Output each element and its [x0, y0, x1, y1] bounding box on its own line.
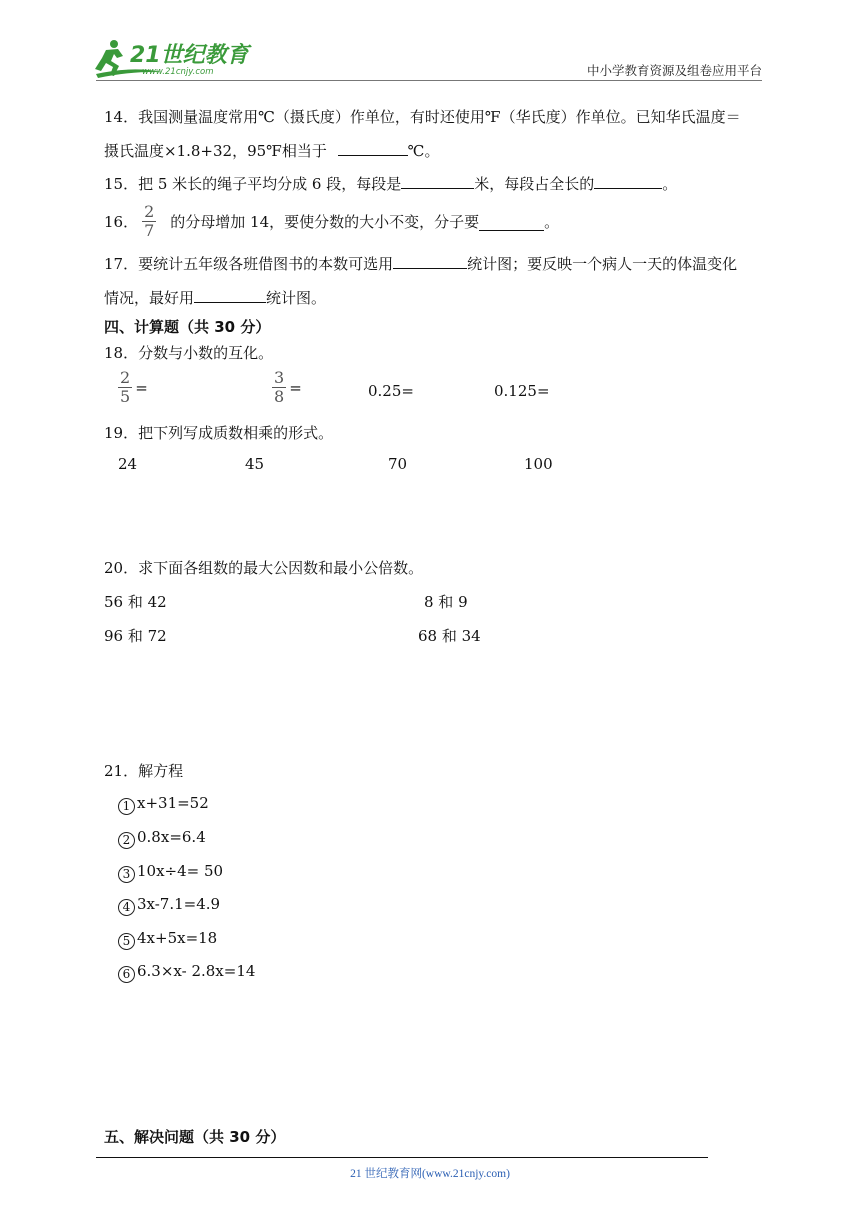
q17-line2	[104, 287, 326, 308]
q16-fraction	[142, 201, 156, 240]
q18-fraction-1	[118, 370, 132, 405]
q15-line	[104, 173, 677, 194]
q18-fraction-2	[272, 370, 286, 405]
q19-number: 70	[388, 455, 408, 473]
q14-line1: 14．我国测量温度常用℃（摄氏度）作单位，有时还使用℉（华氏度）作单位。已知华氏温度＝	[104, 108, 741, 126]
q19-number: 45	[245, 455, 265, 473]
q21-equation	[118, 929, 217, 950]
equation-text: 4x+5x=18	[137, 929, 218, 947]
q14-text-b: ℃。	[407, 142, 440, 160]
equation-text: 10x÷4= 50	[137, 862, 224, 880]
q20-title: 20．求下面各组数的最大公因数和最小公倍数。	[104, 559, 424, 577]
q21-equation	[118, 828, 206, 849]
circled-number: 3	[118, 866, 135, 883]
fraction-denominator: 8	[274, 387, 285, 406]
q21-title: 21．解方程	[104, 762, 184, 780]
q21-equation	[118, 962, 255, 983]
logo-url: www.21cnjy.com	[142, 67, 214, 77]
equals-sign: =	[135, 378, 148, 397]
fraction-numerator: 2	[144, 201, 155, 221]
equals-sign: =	[289, 378, 302, 397]
q15-blank-1[interactable]	[401, 174, 474, 189]
q17-blank-1[interactable]	[393, 254, 467, 269]
equation-text: 6.3×x- 2.8x=14	[137, 962, 256, 980]
q18-decimal-1: 0.25=	[368, 382, 414, 400]
circled-number: 6	[118, 966, 135, 983]
q17-text-c: 情况，最好用	[104, 289, 195, 307]
footer-divider	[96, 1157, 708, 1158]
equation-text: 0.8x=6.4	[137, 828, 206, 846]
header-slogan: 中小学教育资源及组卷应用平台	[586, 63, 762, 78]
q15-text-a: 15．把 5 米长的绳子平均分成 6 段，每段是	[104, 175, 402, 193]
equation-text: x+31=52	[137, 794, 209, 812]
q19-number: 24	[118, 455, 138, 473]
fraction-numerator: 3	[274, 368, 285, 387]
q18-decimal-2: 0.125=	[494, 382, 550, 400]
circled-number: 1	[118, 798, 135, 815]
q17-text-d: 统计图。	[266, 289, 327, 307]
q17-blank-2[interactable]	[194, 288, 266, 303]
q14-text-a: 摄氏温度×1.8+32，95℉相当于	[104, 142, 327, 160]
q14-answer-blank[interactable]	[338, 141, 408, 156]
q19-title: 19．把下列写成质数相乘的形式。	[104, 424, 334, 442]
q15-blank-2[interactable]	[594, 174, 662, 189]
q20-pair: 56 和 42	[104, 593, 167, 611]
q17-text-a: 17．要统计五年级各班借图书的本数可选用	[104, 255, 394, 273]
circled-number: 2	[118, 832, 135, 849]
q16-text-b: 。	[544, 212, 560, 231]
q20-pair: 8 和 9	[424, 593, 468, 611]
q18-item-1	[118, 370, 148, 405]
fraction-denominator: 7	[144, 220, 155, 240]
q21-equation	[118, 794, 209, 815]
site-logo	[92, 36, 262, 80]
section5-title: 五、解决问题（共 30 分）	[104, 1128, 286, 1146]
equation-text: 3x-7.1=4.9	[137, 895, 221, 913]
q21-equation	[118, 895, 220, 916]
q20-pair: 68 和 34	[418, 627, 481, 645]
q14-line2	[104, 140, 439, 161]
circled-number: 5	[118, 933, 135, 950]
q15-text-b: 米，每段占全长的	[474, 175, 595, 193]
circled-number: 4	[118, 899, 135, 916]
fraction-numerator: 2	[120, 368, 131, 387]
section4-title: 四、计算题（共 30 分）	[104, 318, 271, 336]
q20-pair: 96 和 72	[104, 627, 167, 645]
q16-line	[104, 201, 559, 241]
q18-title: 18．分数与小数的互化。	[104, 344, 274, 362]
q15-text-c: 。	[662, 175, 678, 193]
q16-text-a: 的分母增加 14，要使分数的大小不变，分子要	[170, 212, 480, 231]
header-divider	[96, 80, 762, 81]
q16-number: 16．	[104, 212, 139, 231]
logo-text: 21世纪教育	[130, 43, 249, 68]
q19-number: 100	[524, 455, 553, 473]
q17-line1	[104, 253, 737, 274]
q17-text-b: 统计图；要反映一个病人一天的体温变化	[467, 255, 738, 273]
q21-equation	[118, 862, 223, 883]
q16-blank[interactable]	[479, 216, 544, 231]
q18-item-2	[272, 370, 302, 405]
fraction-denominator: 5	[120, 387, 131, 406]
footer-text[interactable]: 21 世纪教育网(www.21cnjy.com)	[350, 1168, 510, 1180]
